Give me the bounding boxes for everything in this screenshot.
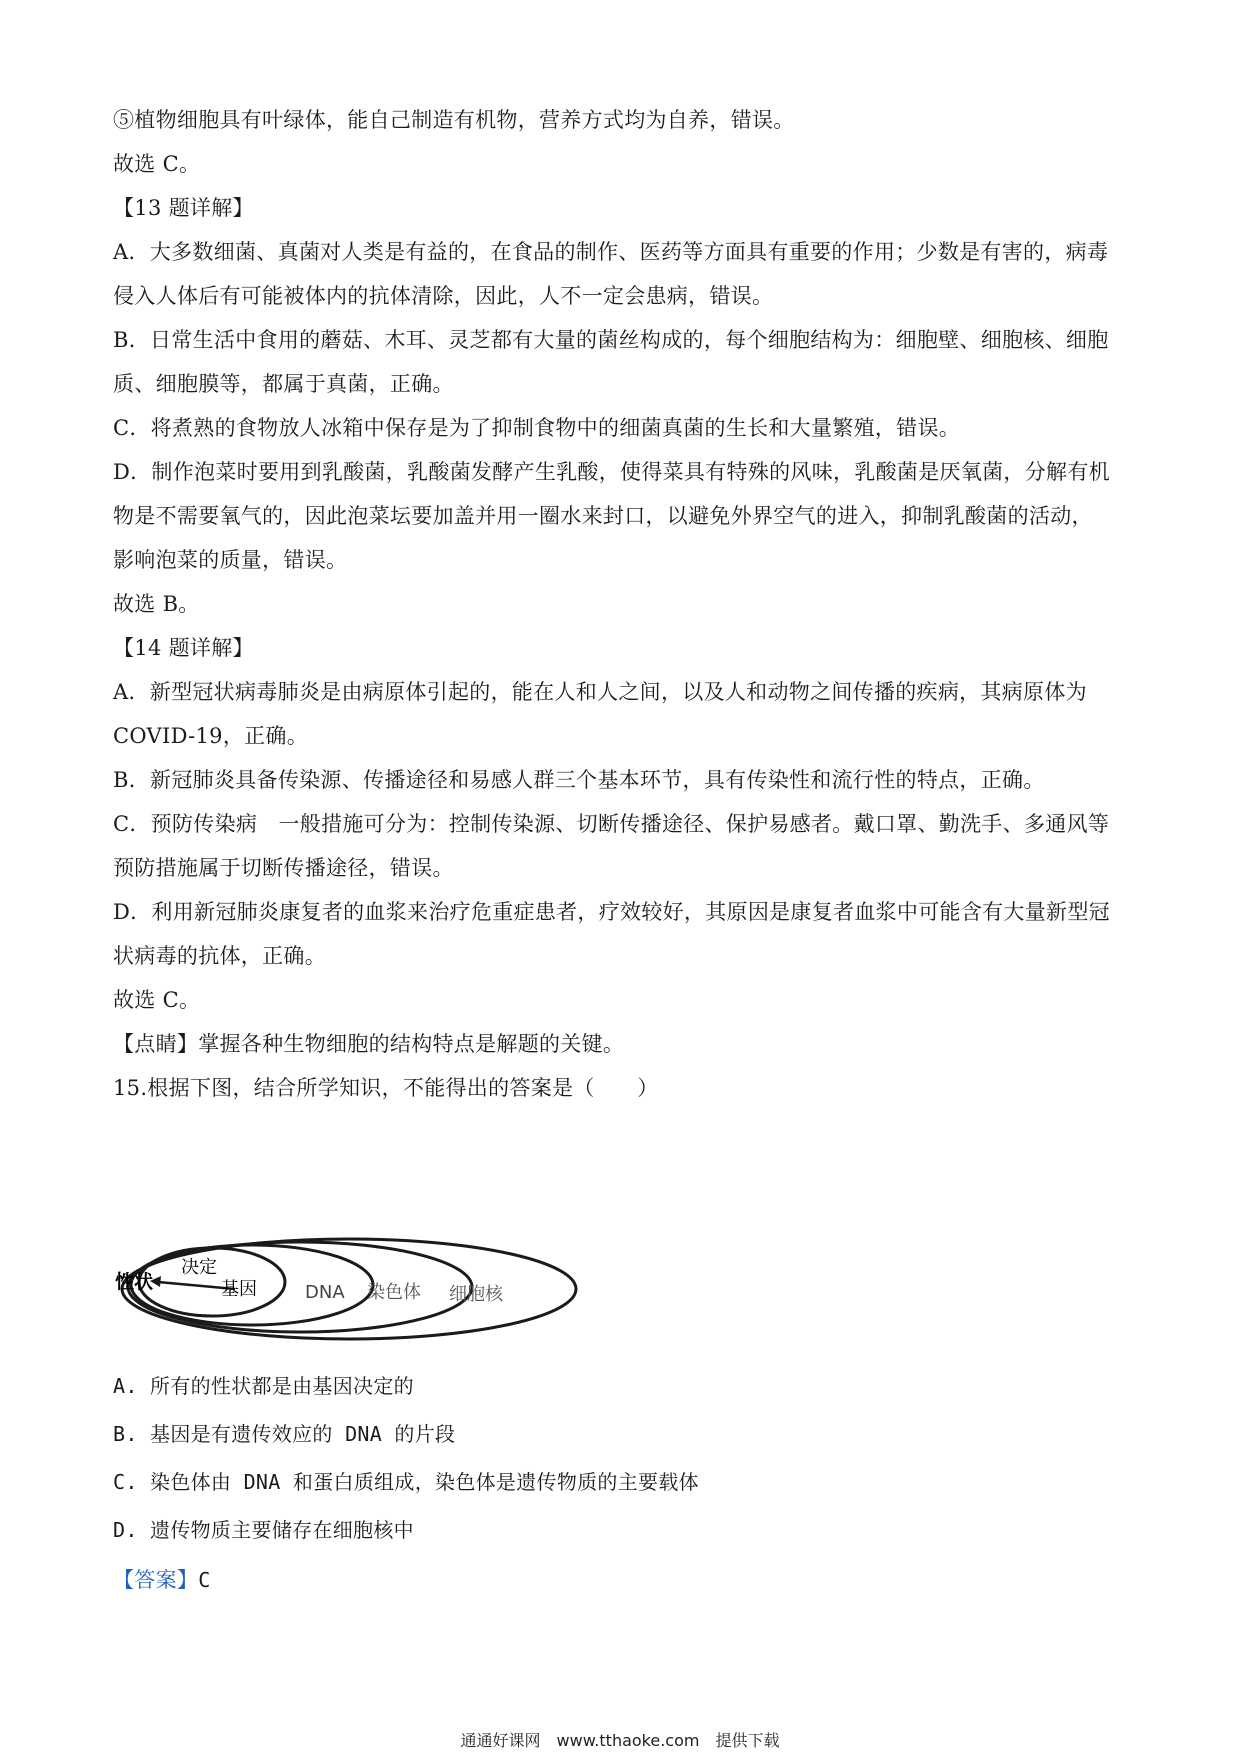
key-point-note: 【点睛】掌握各种生物细胞的结构特点是解题的关键。: [113, 1032, 625, 1056]
nucleus-label: 细胞核: [449, 1284, 503, 1305]
option-a: A. 所有的性状都是由基因决定的: [113, 1374, 414, 1398]
text-line: C．预防传染病 一般措施可分为：控制传染源、切断传播途径、保护易感者。戴口罩、勤洗手、多通风等: [113, 812, 1110, 836]
gene-label: 基因: [221, 1279, 257, 1300]
option-c: C. 染色体由 DNA 和蛋白质组成，染色体是遗传物质的主要载体: [113, 1470, 699, 1494]
text-line: D．利用新冠肺炎康复者的血浆来治疗危重症患者，疗效较好，其原因是康复者血浆中可能含有大量新型冠: [113, 900, 1110, 924]
text-line: B．日常生活中食用的蘑菇、木耳、灵芝都有大量的菌丝构成的，每个细胞结构为：细胞壁、细胞核、细胞: [113, 328, 1109, 352]
nucleus-ellipse: [122, 1239, 576, 1339]
dna-label: DNA: [305, 1282, 345, 1303]
text-line: 故选 B。: [113, 592, 200, 616]
text-line: 质、细胞膜等，都属于真菌，正确。: [113, 372, 454, 396]
gene-dna-chromosome-nucleus-diagram: [115, 1228, 585, 1348]
answer-label: 【答案】: [113, 1568, 199, 1592]
text-line: COVID-19，正确。: [113, 724, 309, 748]
text-line: A．大多数细菌、真菌对人类是有益的，在食品的制作、医药等方面具有重要的作用；少数是有害的，病毒: [113, 240, 1109, 264]
text-line: 预防措施属于切断传播途径，错误。: [113, 856, 454, 880]
text-line: 故选 C。: [113, 152, 201, 176]
text-line: A．新型冠状病毒肺炎是由病原体引起的，能在人和人之间，以及人和动物之间传播的疾病，其病原体为: [113, 680, 1087, 704]
section-heading-14: 【14 题详解】: [113, 636, 254, 660]
section-heading-13: 【13 题详解】: [113, 196, 254, 220]
question-15-stem: 15.根据下图，结合所学知识，不能得出的答案是（ ）: [113, 1076, 659, 1100]
text-line: 故选 C。: [113, 988, 201, 1012]
page-footer: 通通好课网 www.tthaoke.com 提供下载: [460, 1731, 780, 1750]
text-line: ⑤植物细胞具有叶绿体，能自己制造有机物，营养方式均为自养，错误。: [113, 108, 795, 132]
option-b: B. 基因是有遗传效应的 DNA 的片段: [113, 1422, 456, 1446]
answer-line: [113, 1566, 1133, 1594]
decides-label: 决定: [181, 1257, 217, 1278]
text-line: B．新冠肺炎具备传染源、传播途径和易感人群三个基本环节，具有传染性和流行性的特点，正确。: [113, 768, 1045, 792]
option-d: D. 遗传物质主要储存在细胞核中: [113, 1518, 414, 1542]
text-line: 侵入人体后有可能被体内的抗体清除，因此，人不一定会患病，错误。: [113, 284, 774, 308]
text-line: 物是不需要氧气的，因此泡菜坛要加盖并用一圈水来封口，以避免外界空气的进入，抑制乳酸菌的活动，: [113, 504, 1093, 528]
answer-value: C: [198, 1568, 211, 1592]
chromosome-label: 染色体: [367, 1282, 421, 1303]
text-line: 状病毒的抗体，正确。: [113, 944, 326, 968]
text-line: 影响泡菜的质量，错误。: [113, 548, 348, 572]
trait-label: 性状: [115, 1271, 154, 1293]
text-line: D．制作泡菜时要用到乳酸菌，乳酸菌发酵产生乳酸，使得菜具有特殊的风味，乳酸菌是厌氧菌，分解有机: [113, 460, 1110, 484]
text-line: C．将煮熟的食物放人冰箱中保存是为了抑制食物中的细菌真菌的生长和大量繁殖，错误。: [113, 416, 961, 440]
